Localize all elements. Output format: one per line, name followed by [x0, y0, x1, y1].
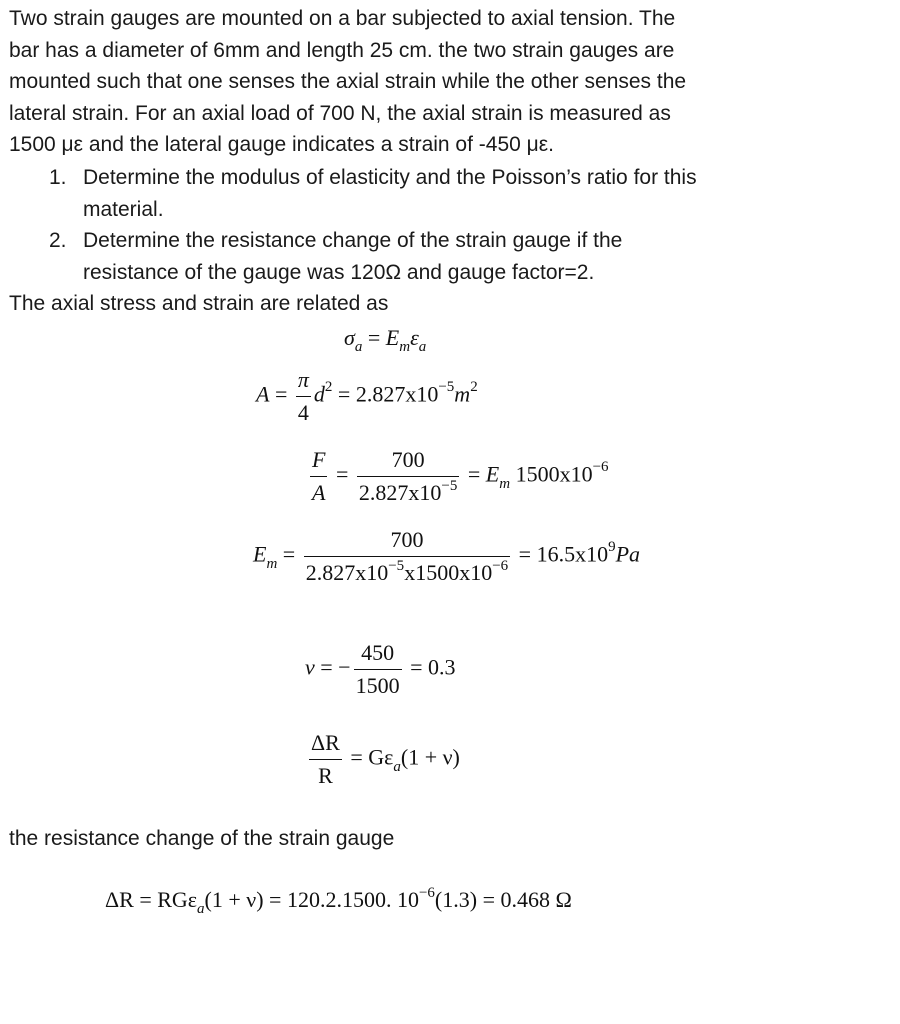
task-list: [42, 162, 697, 288]
relation-intro: The axial stress and strain are related as: [9, 292, 389, 315]
problem-line: bar has a diameter of 6mm and length 25 cm. the two strain gauges are: [9, 38, 675, 62]
task-number: 1.: [49, 166, 67, 189]
problem-line: Two strain gauges are mounted on a bar subjected to axial tension. The: [9, 7, 676, 30]
task-line: material.: [83, 197, 164, 221]
task-number: 2.: [49, 229, 67, 252]
problem-line: mounted such that one senses the axial strain while the other senses the: [9, 70, 687, 93]
problem-line: 1500 με and the lateral gauge indicates a strain of -450 με.: [9, 133, 554, 156]
stress-strain-equation: $\sigma_a = E_m\varepsilon_a$: [344, 325, 427, 356]
area-equation: A = $\frac{\pi}{4}$ $d^2 = 2.827x10^{-5}m^2$: [256, 367, 478, 425]
task-item: [42, 225, 697, 288]
force-area-equation: $\frac{F}{A}$ = $\frac{700}{2.827x10^{-5}}$ = $E_m$ $1500x10^{-6}$: [312, 447, 609, 505]
final-equation: ΔR = RGε$_a$(1 + ν) = 120.2.1500. $10^{-6}(1.3) = 0.468$ Ω: [105, 884, 572, 918]
task-line: resistance of the gauge was 120Ω and gauge factor=2.: [83, 260, 595, 284]
poisson-equation: ν = − $\frac{450}{1500}$ = 0.3: [305, 640, 456, 698]
problem-statement: [9, 3, 686, 161]
task-line: Determine the modulus of elasticity and the Poisson’s ratio for this: [83, 166, 697, 189]
task-line: Determine the resistance change of the strain gauge if the: [83, 229, 623, 252]
task-item: [42, 162, 697, 225]
problem-line: lateral strain. For an axial load of 700 N, the axial strain is measured as: [9, 101, 671, 125]
modulus-equation: $E_m$ = $\frac{700}{2.827x10^{-5}x1500x10^{-6}}$ = $16.5x10^9Pa$: [253, 527, 641, 585]
resistance-intro: the resistance change of the strain gauge: [9, 827, 395, 850]
resistance-ratio-equation: $\frac{\Delta R}{R}$ = $G\varepsilon_a(1 + \nu)$: [311, 730, 460, 788]
